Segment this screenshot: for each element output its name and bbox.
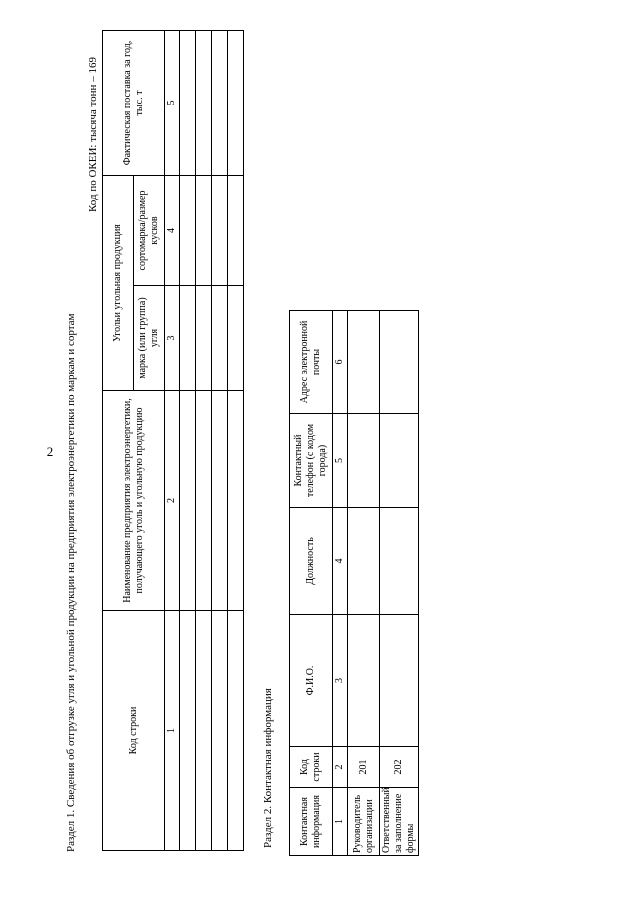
table-cell[interactable]: [228, 176, 244, 286]
table-cell[interactable]: [228, 391, 244, 611]
table-cell[interactable]: [228, 611, 244, 851]
table-row: [212, 31, 228, 851]
table-cell[interactable]: [180, 286, 196, 391]
column-number: 1: [333, 788, 348, 856]
table-cell[interactable]: [196, 176, 212, 286]
section-1-table: [102, 30, 244, 851]
table-cell[interactable]: [180, 391, 196, 611]
table-cell[interactable]: [228, 286, 244, 391]
contact-row-head: [348, 311, 380, 856]
header-email: Адрес электронной почты: [290, 311, 333, 414]
table-cell[interactable]: [180, 31, 196, 176]
table-cell[interactable]: [228, 31, 244, 176]
column-number: 3: [333, 615, 348, 747]
column-number: 4: [333, 508, 348, 615]
name-cell[interactable]: [380, 615, 419, 747]
table-cell[interactable]: [180, 176, 196, 286]
table-row: [180, 31, 196, 851]
row-code: 202: [380, 747, 419, 788]
table-cell[interactable]: [212, 286, 228, 391]
column-number: 5: [165, 31, 180, 176]
table-row: [196, 31, 212, 851]
column-number: 2: [333, 747, 348, 788]
header-phone: Контактный телефон (с кодом города): [290, 414, 333, 508]
section-1-title: Раздел 1. Сведения об отгрузке угля и угольной продукции на предприятия электроэнергетики по маркам и сортам: [65, 313, 77, 852]
header-contact-info: Контактная информация: [290, 788, 333, 856]
email-cell[interactable]: [348, 311, 380, 414]
okei-code: Код по ОКЕИ: тысяча тонн – 169: [87, 57, 99, 212]
position-cell[interactable]: [348, 508, 380, 615]
header-line-code: Код строки: [103, 611, 165, 851]
column-number: 2: [165, 391, 180, 611]
section-2-table: [289, 310, 419, 856]
table-cell[interactable]: [196, 391, 212, 611]
table-cell[interactable]: [212, 391, 228, 611]
header-enterprise: Наименование предприятия электроэнергетики, получающего уголь и угольную продукцию: [103, 391, 165, 611]
row-label: Руководитель организации: [348, 788, 380, 856]
header-grade: марка (или группа) угля: [134, 286, 165, 391]
section-2-table-wrapper: [289, 310, 419, 856]
section-2-title: Раздел 2. Контактная информация: [262, 688, 274, 848]
table-cell[interactable]: [180, 611, 196, 851]
section-1-table-wrapper: [102, 30, 244, 851]
phone-cell[interactable]: [348, 414, 380, 508]
page-number: 2: [46, 444, 54, 459]
phone-cell[interactable]: [380, 414, 419, 508]
email-cell[interactable]: [380, 311, 419, 414]
table-cell[interactable]: [196, 286, 212, 391]
header-sort-size: сортомарка/размер кусков: [134, 176, 165, 286]
column-number: 5: [333, 414, 348, 508]
header-actual-delivery: Фактическая поставка за год, тыс. т: [103, 31, 165, 176]
row-label: Ответственный за заполнение формы: [380, 788, 419, 856]
table-cell[interactable]: [196, 31, 212, 176]
table-cell[interactable]: [212, 31, 228, 176]
table-cell[interactable]: [212, 611, 228, 851]
column-number: 1: [165, 611, 180, 851]
column-number-row: [333, 311, 348, 856]
header-full-name: Ф.И.О.: [290, 615, 333, 747]
table-cell[interactable]: [196, 611, 212, 851]
header-position: Должность: [290, 508, 333, 615]
column-number: 6: [333, 311, 348, 414]
header-coal-products: Угольи угольная продукция: [103, 176, 134, 391]
column-number: 3: [165, 286, 180, 391]
column-number-row: [165, 31, 180, 851]
row-code: 201: [348, 747, 380, 788]
header-line-code: Код строки: [290, 747, 333, 788]
position-cell[interactable]: [380, 508, 419, 615]
column-number: 4: [165, 176, 180, 286]
name-cell[interactable]: [348, 615, 380, 747]
contact-row-responsible: [380, 311, 419, 856]
table-cell[interactable]: [212, 176, 228, 286]
table-row: [228, 31, 244, 851]
